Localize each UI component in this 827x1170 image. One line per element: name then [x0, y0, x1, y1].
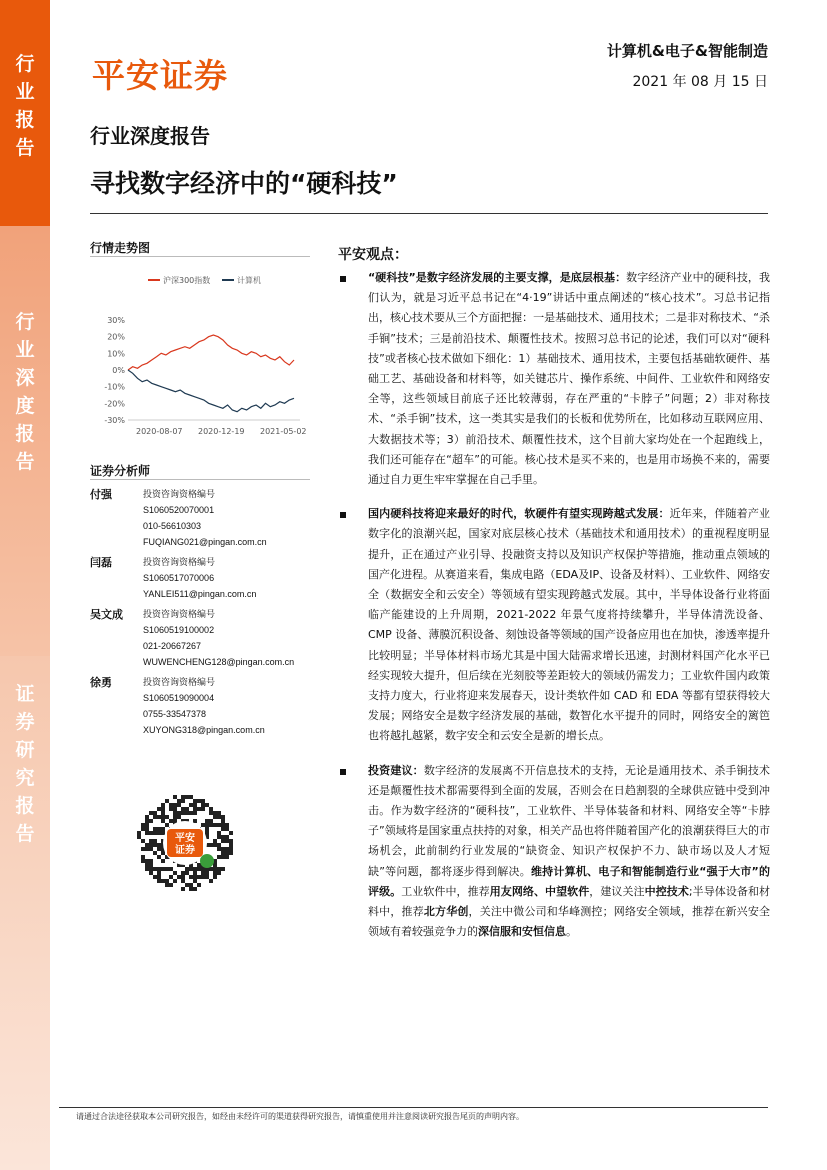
sidebar-band-industry-report — [0, 0, 50, 226]
point-hard-tech — [338, 268, 770, 490]
legend-label: 沪深300指数 — [163, 276, 211, 285]
band-char: 究 — [15, 767, 35, 789]
square-bullet-icon — [340, 512, 346, 518]
band-char: 业 — [15, 339, 35, 361]
analyst-detail: 投资咨询资格编号 — [143, 677, 216, 687]
point-text: ;半导体设备和材料中，推荐 — [368, 884, 771, 919]
y-tick-label: 10% — [107, 349, 125, 359]
analysts-section-divider — [90, 479, 310, 480]
y-tick-label: 20% — [107, 332, 125, 342]
analyst-detail: YANLEI511@pingan.com.cn — [143, 589, 257, 599]
analyst-name: 闫磊 — [90, 556, 112, 569]
band-char: 度 — [15, 395, 35, 417]
band-char: 研 — [15, 739, 35, 761]
analyst-entry — [90, 606, 315, 670]
analyst-detail: 投资咨询资格编号 — [143, 489, 216, 499]
report-title: 寻找数字经济中的“硬科技” — [90, 169, 398, 198]
analyst-entry — [90, 554, 315, 602]
recommended-stocks: 中控技术 — [644, 884, 689, 898]
analysts-section-title: 证券分析师 — [90, 464, 151, 478]
band-char: 告 — [15, 451, 35, 473]
band-char: 行 — [15, 311, 35, 333]
series-line — [128, 370, 294, 412]
report-type: 行业深度报告 — [90, 124, 210, 148]
point-text: 近年来，伴随着产业数字化的浪潮兴起，国家对底层核心技术（基础技术和通用技术）的重视程度明显提升，正在通过产业引导、投融资支持以及知识产权保护等措施，推动重点领域的国产化进程。从赛道来看，集成电路（EDA及IP、设备及材料）、工业软件、网络安全（数据安全和云安全）等领域有望实现跨越式发展。其中，半导体设备行业将面临产能建设的上升周期，2021-2022 年景气度将持续攀升，半导体清洗设备、CMP 设备、薄膜沉积设备、刻蚀设备等领域的国产设备应用也在加快，渗透率提升比较明显；半导体材料市场尤其是中国大陆需求增长迅速，封测材料国产化水平已经实现较大提升，但后续在光刻胶等差距较大的领域仍需发力；工业软件国内政策支持力度大，行业将迎来发展春天，设计类软件如 CAD 和 EDA 等都有望获得较大发展；网络安全是数字经济发展的基础，数智化水平提升的同时，网络安全的篱笆也将越扎越紧，数字安全和云安全是新的增长点。 — [368, 507, 771, 743]
analyst-detail: 0755-33547378 — [143, 709, 207, 719]
point-domestic-hard-tech — [338, 504, 770, 746]
key-points-heading: 平安观点： — [338, 247, 408, 263]
band-char: 报 — [15, 109, 35, 131]
point-text: ，关注中微公司和华峰测控；网络安全领域，推荐在新兴安全领域有着较强竞争力的 — [368, 905, 771, 939]
point-investment-advice — [338, 761, 770, 943]
y-tick-label: -20% — [104, 399, 125, 409]
qr-logo-text: 证券 — [175, 845, 195, 856]
band-char: 报 — [15, 795, 35, 817]
analyst-detail: 投资咨询资格编号 — [143, 609, 216, 619]
band-char: 报 — [15, 423, 35, 445]
band-char: 深 — [15, 367, 35, 389]
recommended-stocks: 北方华创 — [423, 905, 469, 919]
band-char: 告 — [15, 137, 35, 159]
band-char: 业 — [15, 81, 35, 103]
analyst-detail: WUWENCHENG128@pingan.com.cn — [143, 657, 295, 667]
report-date: 2021 年 08 月 15 日 — [632, 74, 768, 90]
analyst-detail: S1060519100002 — [143, 625, 215, 635]
header-divider — [90, 213, 768, 214]
analyst-detail: 010-56610303 — [143, 521, 202, 531]
analyst-name: 徐勇 — [90, 676, 112, 689]
analyst-detail: S1060517070006 — [143, 573, 215, 583]
qr-code — [137, 795, 233, 891]
y-tick-label: 30% — [107, 316, 125, 325]
pingan-securities-logo: 平安证券 — [92, 56, 228, 95]
analyst-entry — [90, 674, 315, 738]
qr-logo-text: 平安 — [175, 833, 195, 844]
analyst-list — [90, 486, 315, 742]
x-tick-label: 2020-12-19 — [198, 427, 245, 436]
analyst-detail: 021-20667267 — [143, 641, 202, 651]
band-char: 行 — [15, 53, 35, 75]
point-text: 数字经济的发展离不开信息技术的支持，无论是通用技术、杀手锏技术还是颠覆性技术都需要得到全面的发展，否则会在日趋割裂的全球供应链中受到冲击。作为数字经济的“硬科技”，工业软件、半导体装备和材料、网络安全等“卡脖子”领域将是国家重点扶持的对象，相关产品也将伴随着国产化的浪潮获得巨大的市场机会，此前制约行业发展的“缺资金、知识产权保护不力、缺市场以及人才短缺”等问题，都将逐步得到解决。 — [368, 763, 770, 878]
x-tick-label: 2020-08-07 — [136, 427, 183, 436]
analyst-entry — [90, 486, 315, 550]
analyst-detail: FUQIANG021@pingan.com.cn — [143, 537, 267, 547]
industry-category: 计算机&电子&智能制造 — [606, 42, 768, 60]
recommended-stocks: 用友网络、中望软件 — [489, 884, 590, 898]
market-trend-chart — [100, 270, 310, 440]
point-text: 工业软件中，推荐 — [401, 884, 490, 898]
band-char: 证 — [15, 683, 35, 705]
chart-section-divider — [90, 256, 310, 257]
analyst-detail: S1060520070001 — [143, 505, 215, 515]
sidebar-band-deep-report — [0, 226, 50, 656]
analyst-detail: XUYONG318@pingan.com.cn — [143, 725, 265, 735]
y-tick-label: -30% — [104, 416, 125, 425]
sidebar-band-research-report — [0, 656, 50, 1170]
analyst-detail: 投资咨询资格编号 — [143, 557, 216, 567]
band-char: 告 — [15, 823, 35, 845]
key-points — [338, 244, 770, 943]
point-lead: “硬科技”是数字经济发展的主要支撑，是底层根基： — [368, 271, 627, 284]
analyst-detail: S1060519090004 — [143, 693, 215, 703]
chart-section-title: 行情走势图 — [90, 241, 151, 255]
point-lead: 投资建议： — [368, 763, 424, 777]
point-text: 数字经济产业中的硬科技，我们认为，就是习近平总书记在“4·19”讲话中重点阐述的“核心技术”。习总书记指出，核心技术要从三个方面把握：一是基础技术、通用技术；二是非对称技术、“杀手锏”技术；三是前沿技术、颠覆性技术。按照习总书记的论述，我们可以对“硬科技”或者核心技术做如下细化：1）基础技术、通用技术，主要包括基础软硬件、基础工艺、基础设备和材料等，如关键芯片、操作系统、中间件、工业软件和网络安全等，这些领域目前底子还比较薄弱，存在严重的“卡脖子”问题；2）非对称技术、“杀手锏”技术，这一类其实是我们的长板和优势所在，比如移动互联网应用、大数据技术等；3）前沿技术、颠覆性技术，这个目前大家均处在一个起跑线上，我们还可能存在“超车”的可能。核心技术是买不来的，也是用市场换不来的，需要通过自力更生牢牢掌握在自己手里。 — [368, 271, 770, 487]
y-tick-label: 0% — [112, 366, 125, 375]
band-char: 券 — [15, 711, 35, 733]
point-text: 。 — [566, 925, 577, 939]
analyst-name: 付强 — [90, 488, 112, 501]
footer-disclaimer: 请通过合法途径获取本公司研究报告，如经由未经许可的渠道获得研究报告，请慎重使用并注意阅读研究报告尾页的声明内容。 — [76, 1112, 524, 1121]
x-tick-label: 2021-05-02 — [260, 427, 307, 436]
square-bullet-icon — [340, 276, 346, 282]
footer-divider — [59, 1107, 768, 1108]
square-bullet-icon — [340, 769, 346, 775]
rating-statement: 维持计算机、电子和智能制造行业“强于大市”的评级。 — [368, 864, 770, 898]
y-tick-label: -10% — [104, 382, 125, 392]
recommended-stocks: 深信服和安恒信息 — [478, 925, 566, 939]
series-line — [128, 335, 294, 370]
point-text: ，建议关注 — [589, 884, 645, 898]
mini-program-icon — [200, 854, 214, 868]
analyst-name: 吴文成 — [90, 608, 123, 621]
legend-label: 计算机 — [237, 276, 261, 285]
point-lead: 国内硬科技将迎来最好的时代，软硬件有望实现跨越式发展： — [368, 507, 670, 521]
